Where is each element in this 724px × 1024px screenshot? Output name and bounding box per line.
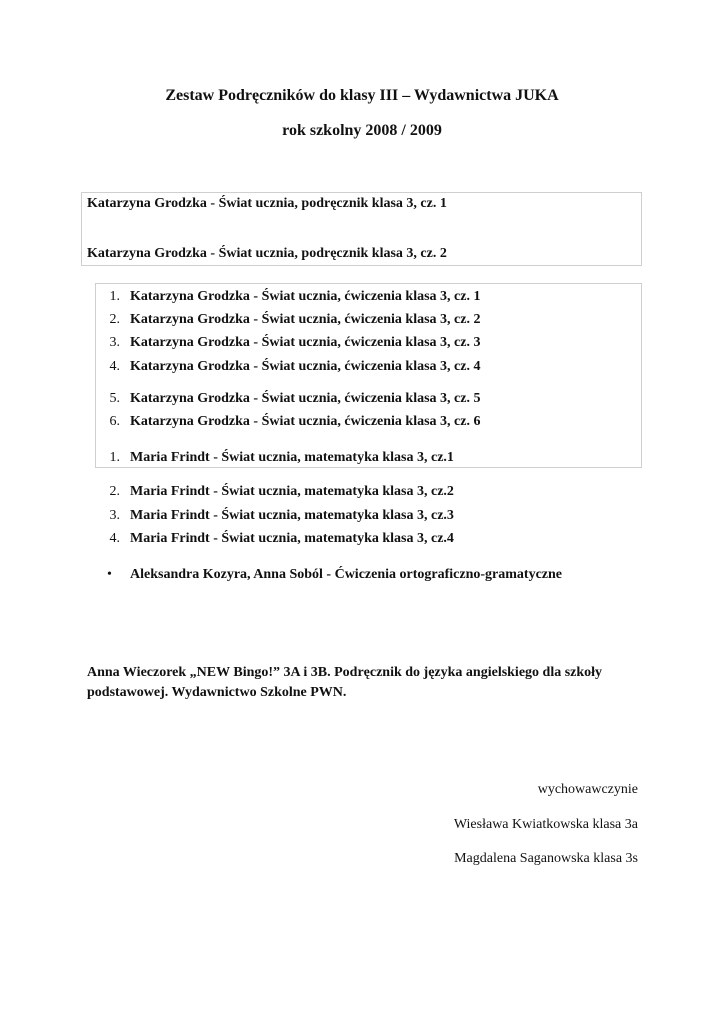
math-item-1: Maria Frindt - Świat ucznia, matematyka klasa 3, cz.1: [130, 450, 454, 465]
math-item-3: Maria Frindt - Świat ucznia, matematyka klasa 3, cz.3: [130, 508, 454, 523]
textbook-item-1: Katarzyna Grodzka - Świat ucznia, podręcznik klasa 3, cz. 1: [87, 196, 447, 211]
exercises-box: [95, 283, 642, 468]
list-number: 2.: [109, 312, 120, 327]
document-title: Zestaw Podręczników do klasy III – Wydawnictwa JUKA: [165, 87, 559, 104]
teacher-2: Magdalena Saganowska klasa 3s: [454, 851, 638, 866]
exercise-item-1: Katarzyna Grodzka - Świat ucznia, ćwiczenia klasa 3, cz. 1: [130, 289, 481, 304]
english-textbook: Anna Wieczorek „NEW Bingo!” 3A i 3B. Podręcznik do języka angielskiego dla szkoły podstawowej. Wydawnictwo Szkolne PWN.: [87, 665, 603, 700]
exercise-item-2: Katarzyna Grodzka - Świat ucznia, ćwiczenia klasa 3, cz. 2: [130, 312, 481, 327]
list-number: 3.: [109, 335, 120, 350]
textbook-item-2: Katarzyna Grodzka - Świat ucznia, podręcznik klasa 3, cz. 2: [87, 246, 447, 261]
signature-role: wychowawczynie: [537, 782, 638, 797]
list-number: 6.: [109, 414, 120, 429]
teacher-1: Wiesława Kwiatkowska klasa 3a: [453, 817, 638, 832]
list-number: 4.: [109, 359, 120, 374]
math-item-2: Maria Frindt - Świat ucznia, matematyka klasa 3, cz.2: [130, 484, 454, 499]
orthography-item: Aleksandra Kozyra, Anna Soból - Ćwiczenia ortograficzno-gramatyczne: [130, 567, 562, 582]
bullet-icon: •: [107, 567, 112, 582]
exercise-item-4: Katarzyna Grodzka - Świat ucznia, ćwiczenia klasa 3, cz. 4: [130, 359, 481, 374]
exercise-item-3: Katarzyna Grodzka - Świat ucznia, ćwiczenia klasa 3, cz. 3: [130, 335, 481, 350]
list-number: 4.: [109, 531, 120, 546]
list-number: 5.: [109, 391, 120, 406]
list-number: 1.: [109, 289, 120, 304]
exercise-item-6: Katarzyna Grodzka - Świat ucznia, ćwiczenia klasa 3, cz. 6: [130, 414, 481, 429]
list-number: 1.: [109, 450, 120, 465]
list-number: 3.: [109, 508, 120, 523]
math-item-4: Maria Frindt - Świat ucznia, matematyka klasa 3, cz.4: [130, 531, 454, 546]
list-number: 2.: [109, 484, 120, 499]
exercise-item-5: Katarzyna Grodzka - Świat ucznia, ćwiczenia klasa 3, cz. 5: [130, 391, 481, 406]
school-year: rok szkolny 2008 / 2009: [282, 122, 442, 139]
